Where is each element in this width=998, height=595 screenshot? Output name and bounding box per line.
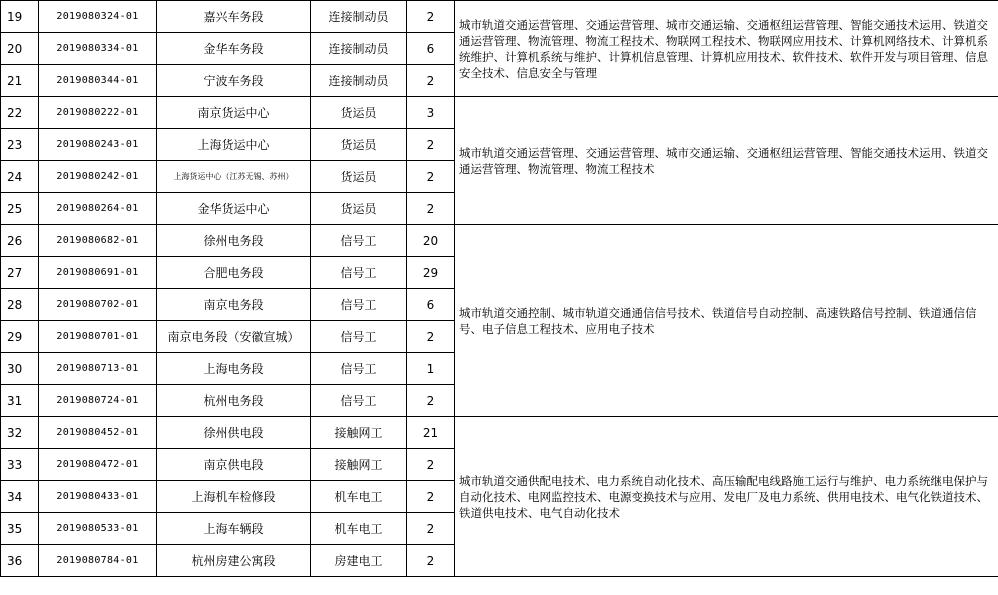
- position-code: 2019080533-01: [39, 513, 157, 545]
- hire-count: 1: [407, 353, 455, 385]
- position-code: 2019080344-01: [39, 65, 157, 97]
- table-row: [1, 417, 998, 449]
- job-title: 信号工: [311, 385, 407, 417]
- hire-count: 2: [407, 193, 455, 225]
- hire-count: 29: [407, 257, 455, 289]
- employer-unit: 杭州电务段: [157, 385, 311, 417]
- row-number: 36: [1, 545, 39, 577]
- employer-unit: 嘉兴车务段: [157, 1, 311, 33]
- employer-unit: 南京供电段: [157, 449, 311, 481]
- hire-count: 2: [407, 385, 455, 417]
- table-row: [1, 1, 998, 33]
- row-number: 31: [1, 385, 39, 417]
- job-title: 信号工: [311, 225, 407, 257]
- job-title: 机车电工: [311, 481, 407, 513]
- position-code: 2019080324-01: [39, 1, 157, 33]
- hire-count: 3: [407, 97, 455, 129]
- job-title: 货运员: [311, 97, 407, 129]
- job-title: 连接制动员: [311, 33, 407, 65]
- row-number: 20: [1, 33, 39, 65]
- position-code: 2019080472-01: [39, 449, 157, 481]
- row-number: 21: [1, 65, 39, 97]
- position-code: 2019080682-01: [39, 225, 157, 257]
- employer-unit: 上海货运中心: [157, 129, 311, 161]
- employer-unit: 宁波车务段: [157, 65, 311, 97]
- row-number: 29: [1, 321, 39, 353]
- employer-unit: 上海机车检修段: [157, 481, 311, 513]
- hire-count: 20: [407, 225, 455, 257]
- major-requirements: 城市轨道交通供配电技术、电力系统自动化技术、高压输配电线路施工运行与维护、电力系统继电保护与自动化技术、电网监控技术、电源变换技术与应用、发电厂及电力系统、供用电技术、电气化铁道技术、铁道供电技术、电气自动化技术: [455, 417, 998, 577]
- hire-count: 2: [407, 481, 455, 513]
- row-number: 24: [1, 161, 39, 193]
- major-requirements: 城市轨道交通运营管理、交通运营管理、城市交通运输、交通枢纽运营管理、智能交通技术运用、铁道交通运营管理、物流管理、物流工程技术、物联网工程技术、物联网应用技术、计算机网络技术、计算机系统维护、计算机系统与维护、计算机信息管理、计算机应用技术、软件技术、软件开发与项目管理、信息安全技术、信息安全与管理: [455, 1, 998, 97]
- employer-unit: 南京货运中心: [157, 97, 311, 129]
- employer-unit: 合肥电务段: [157, 257, 311, 289]
- hire-count: 21: [407, 417, 455, 449]
- hire-count: 2: [407, 449, 455, 481]
- major-requirements: 城市轨道交通控制、城市轨道交通通信信号技术、铁道信号自动控制、高速铁路信号控制、铁道通信信号、电子信息工程技术、应用电子技术: [455, 225, 998, 417]
- job-title: 货运员: [311, 161, 407, 193]
- employer-unit: 徐州电务段: [157, 225, 311, 257]
- position-code: 2019080334-01: [39, 33, 157, 65]
- row-number: 34: [1, 481, 39, 513]
- job-title: 机车电工: [311, 513, 407, 545]
- employer-unit: 上海货运中心（江苏无锡、苏州）: [157, 161, 311, 193]
- job-title: 货运员: [311, 193, 407, 225]
- row-number: 27: [1, 257, 39, 289]
- hire-count: 2: [407, 321, 455, 353]
- hire-count: 2: [407, 129, 455, 161]
- employer-unit: 金华车务段: [157, 33, 311, 65]
- employer-unit: 南京电务段（安徽宣城）: [157, 321, 311, 353]
- job-title: 信号工: [311, 257, 407, 289]
- job-title: 信号工: [311, 321, 407, 353]
- job-title: 信号工: [311, 289, 407, 321]
- position-code: 2019080724-01: [39, 385, 157, 417]
- position-code: 2019080222-01: [39, 97, 157, 129]
- row-number: 33: [1, 449, 39, 481]
- hire-count: 2: [407, 513, 455, 545]
- row-number: 22: [1, 97, 39, 129]
- position-code: 2019080702-01: [39, 289, 157, 321]
- employer-unit: 金华货运中心: [157, 193, 311, 225]
- row-number: 28: [1, 289, 39, 321]
- employer-unit: 上海电务段: [157, 353, 311, 385]
- position-code: 2019080713-01: [39, 353, 157, 385]
- hire-count: 2: [407, 65, 455, 97]
- employer-unit: 南京电务段: [157, 289, 311, 321]
- table-row: [1, 225, 998, 257]
- employer-unit: 徐州供电段: [157, 417, 311, 449]
- row-number: 32: [1, 417, 39, 449]
- position-code: 2019080784-01: [39, 545, 157, 577]
- row-number: 35: [1, 513, 39, 545]
- employer-unit: 上海车辆段: [157, 513, 311, 545]
- table-row: [1, 97, 998, 129]
- row-number: 19: [1, 1, 39, 33]
- job-title: 货运员: [311, 129, 407, 161]
- position-code: 2019080452-01: [39, 417, 157, 449]
- hire-count: 2: [407, 161, 455, 193]
- position-code: 2019080243-01: [39, 129, 157, 161]
- row-number: 30: [1, 353, 39, 385]
- job-title: 信号工: [311, 353, 407, 385]
- job-title: 房建电工: [311, 545, 407, 577]
- position-code: 2019080701-01: [39, 321, 157, 353]
- row-number: 23: [1, 129, 39, 161]
- employer-unit: 杭州房建公寓段: [157, 545, 311, 577]
- position-code: 2019080433-01: [39, 481, 157, 513]
- hire-count: 6: [407, 289, 455, 321]
- hire-count: 2: [407, 1, 455, 33]
- position-code: 2019080264-01: [39, 193, 157, 225]
- hire-count: 2: [407, 545, 455, 577]
- position-code: 2019080691-01: [39, 257, 157, 289]
- hire-count: 6: [407, 33, 455, 65]
- row-number: 25: [1, 193, 39, 225]
- major-requirements: 城市轨道交通运营管理、交通运营管理、城市交通运输、交通枢纽运营管理、智能交通技术运用、铁道交通运营管理、物流管理、物流工程技术: [455, 97, 998, 225]
- position-code: 2019080242-01: [39, 161, 157, 193]
- row-number: 26: [1, 225, 39, 257]
- job-title: 接触网工: [311, 417, 407, 449]
- job-title: 接触网工: [311, 449, 407, 481]
- job-title: 连接制动员: [311, 65, 407, 97]
- job-title: 连接制动员: [311, 1, 407, 33]
